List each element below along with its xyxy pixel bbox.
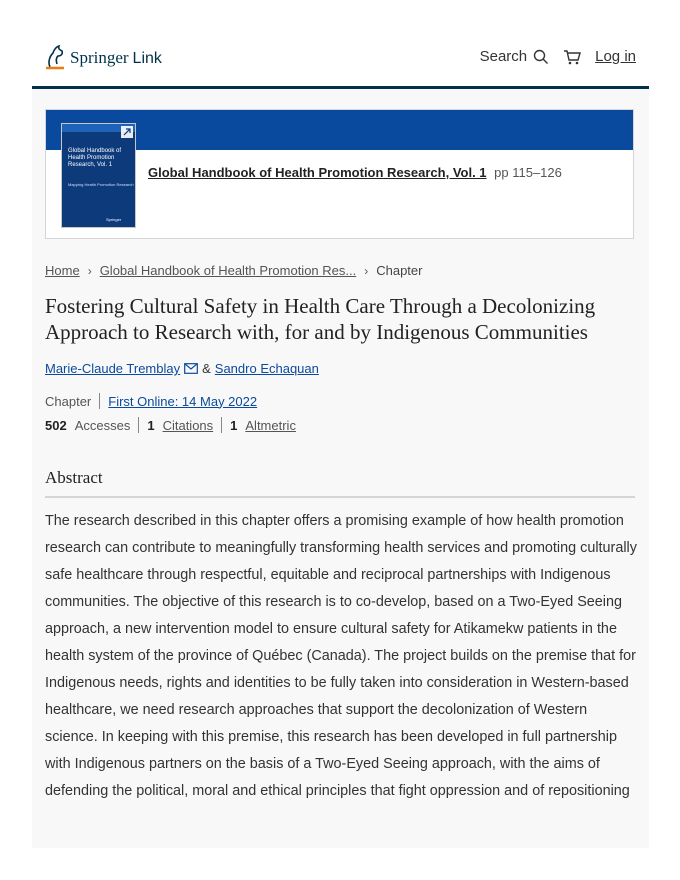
header-actions [480, 48, 636, 65]
login-link[interactable]: Log in [595, 48, 636, 65]
book-title-row [148, 165, 562, 180]
content-type: Chapter [45, 393, 92, 409]
publication-meta [45, 393, 257, 409]
site-header [32, 0, 649, 89]
article-title: Fostering Cultural Safety in Health Care Through a Decolonizing Approach to Research with, for and by Indigenous Communities [45, 294, 596, 344]
accesses-label: Accesses [74, 417, 131, 433]
first-online-link[interactable]: First Online: 14 May 2022 [108, 393, 258, 409]
brand-springer: Springer [70, 48, 129, 67]
author-link-tremblay[interactable]: Marie-Claude Tremblay [45, 361, 181, 376]
author-list [45, 361, 319, 376]
citations-link[interactable]: Citations [162, 417, 214, 433]
accesses-count: 502 [45, 417, 67, 433]
breadcrumb-book[interactable]: Global Handbook of Health Promotion Res... [99, 263, 357, 278]
chevron-right-icon: › [364, 263, 369, 278]
citations-count: 1 [147, 417, 155, 433]
book-pages: pp 115–126 [494, 165, 562, 180]
book-title-link[interactable]: Global Handbook of Health Promotion Research, Vol. 1 [148, 165, 487, 180]
altmetric-link[interactable]: Altmetric [245, 417, 296, 433]
author-link-echaquan[interactable]: Sandro Echaquan [214, 361, 319, 376]
search-icon [533, 49, 549, 65]
divider [138, 417, 139, 433]
cart-icon[interactable] [563, 49, 581, 65]
book-cover-image[interactable] [61, 123, 136, 228]
email-icon[interactable] [184, 363, 198, 374]
search-label: Search [479, 48, 528, 65]
abstract-text: The research described in this chapter offers a promising example of how health promotion research can contribute to meaningfully transforming health services and promoting culturally safe healthcare through respectful, equitable and reciprocal partnerships with Indigenous communities. The objective of this research is to co-develop, based on a Two-Eyed Seeing approach, a new intervention model to ensure cultural safety for Atikamekw patients in the health system of the province of Québec (Canada). The project builds on the premise that for Indigenous needs, rights and identities to be fully taken into consideration in Western-based healthcare, we need research approaches that support the decolonization of Western science. In keeping with this premise, this research has been developed in full partnership with Indigenous partners on the basis of a Two-Eyed Seeing approach, with the aims of defending the political, moral and ethical principles that fight oppression and of repositioning [45, 513, 637, 799]
brand-name [70, 48, 162, 68]
page [32, 0, 649, 848]
springer-horse-icon [44, 45, 66, 71]
altmetric-count: 1 [230, 417, 238, 433]
expand-icon[interactable] [121, 126, 133, 138]
divider [221, 417, 222, 433]
article-metrics [45, 417, 296, 433]
breadcrumb-home[interactable]: Home [45, 263, 80, 278]
divider [99, 393, 100, 409]
brand-link: Link [132, 50, 162, 67]
cover-publisher: Springer [106, 217, 122, 222]
breadcrumb [45, 263, 422, 278]
abstract-heading: Abstract [45, 468, 635, 498]
cover-subtitle: Mapping Health Promotion Research [68, 182, 134, 187]
search-button[interactable] [480, 48, 550, 65]
chevron-right-icon: › [87, 263, 92, 278]
breadcrumb-current: Chapter [376, 263, 423, 278]
springer-link-logo[interactable] [44, 45, 162, 71]
book-card [45, 109, 634, 239]
cover-title: Global Handbook of Health Promotion Research, Vol. 1 [68, 148, 122, 168]
author-separator: & [202, 361, 211, 376]
